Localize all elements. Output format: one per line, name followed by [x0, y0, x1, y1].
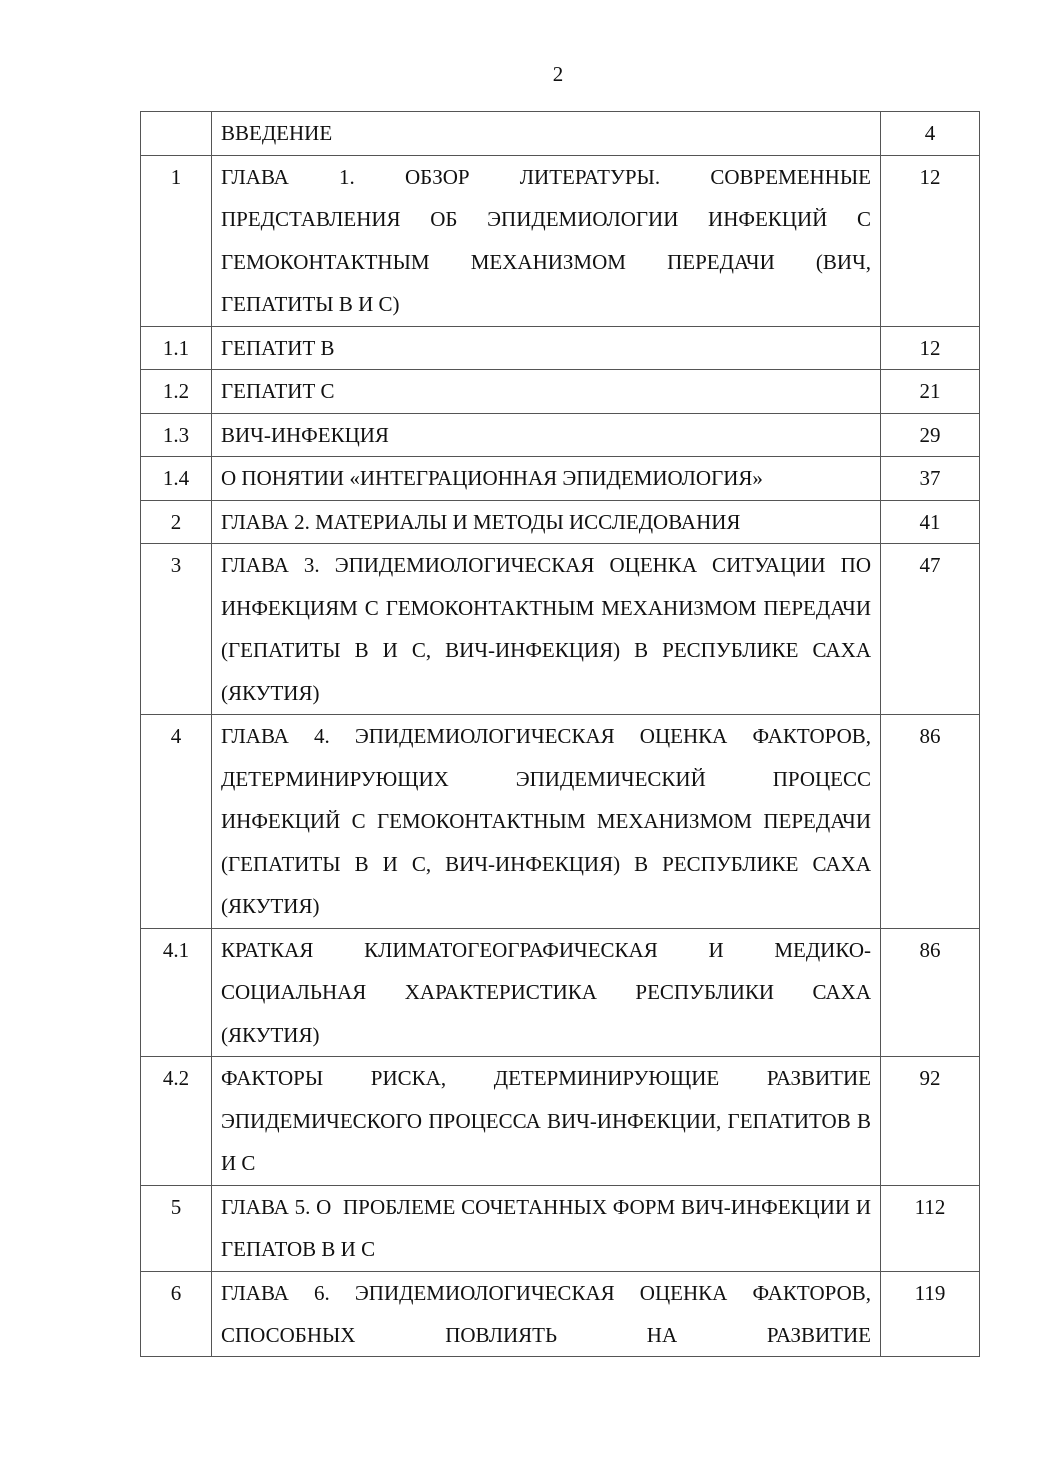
toc-row-page: 119 [881, 1271, 980, 1356]
toc-row-page: 4 [881, 112, 980, 156]
toc-row-number: 1.2 [141, 370, 212, 414]
toc-row-number: 3 [141, 544, 212, 715]
toc-row-number: 1.1 [141, 326, 212, 370]
toc-row-title: ГЕПАТИТ В [212, 326, 881, 370]
toc-row-title: ГЛАВА 3. ЭПИДЕМИОЛОГИЧЕСКАЯ ОЦЕНКА СИТУАЦИИ ПО ИНФЕКЦИЯМ С ГЕМОКОНТАКТНЫМ МЕХАНИЗМОМ ПЕРЕДАЧИ (ГЕПАТИТЫ В И С, ВИЧ-ИНФЕКЦИЯ) В РЕСПУБЛИКЕ САХА (ЯКУТИЯ) [212, 544, 881, 715]
toc-row-number: 1.3 [141, 413, 212, 457]
toc-row-title: ВИЧ-ИНФЕКЦИЯ [212, 413, 881, 457]
toc-row-chapter-4 [141, 715, 980, 929]
toc-row-number: 4.2 [141, 1057, 212, 1186]
toc-row-title [212, 1271, 881, 1356]
toc-row-title: ГЛАВА 4. ЭПИДЕМИОЛОГИЧЕСКАЯ ОЦЕНКА ФАКТОРОВ, ДЕТЕРМИНИРУЮЩИХ ЭПИДЕМИЧЕСКИЙ ПРОЦЕСС ИНФЕКЦИЙ С ГЕМОКОНТАКТНЫМ МЕХАНИЗМОМ ПЕРЕДАЧИ (ГЕПАТИТЫ В И С, ВИЧ-ИНФЕКЦИЯ) В РЕСПУБЛИКЕ САХА (ЯКУТИЯ) [212, 715, 881, 929]
toc-row-title: КРАТКАЯ КЛИМАТОГЕОГРАФИЧЕСКАЯ И МЕДИКО-СОЦИАЛЬНАЯ ХАРАКТЕРИСТИКА РЕСПУБЛИКИ САХА (ЯКУТИЯ) [212, 928, 881, 1057]
toc-row-number: 4 [141, 715, 212, 929]
toc-row-number: 2 [141, 500, 212, 544]
toc-row-page: 86 [881, 928, 980, 1057]
toc-row-title: ФАКТОРЫ РИСКА, ДЕТЕРМИНИРУЮЩИЕ РАЗВИТИЕ ЭПИДЕМИЧЕСКОГО ПРОЦЕССА ВИЧ-ИНФЕКЦИИ, ГЕПАТИТОВ В И С [212, 1057, 881, 1186]
toc-row-page: 41 [881, 500, 980, 544]
toc-row-page: 21 [881, 370, 980, 414]
toc-row-chapter-5 [141, 1185, 980, 1271]
toc-row-section-1-1 [141, 326, 980, 370]
toc-row-page: 112 [881, 1185, 980, 1271]
toc-row-page: 37 [881, 457, 980, 501]
toc-row-section-4-2 [141, 1057, 980, 1186]
toc-row-title: ГЛАВА 2. МАТЕРИАЛЫ И МЕТОДЫ ИССЛЕДОВАНИЯ [212, 500, 881, 544]
toc-row-number: 5 [141, 1185, 212, 1271]
toc-row-number: 1.4 [141, 457, 212, 501]
toc-row-page: 29 [881, 413, 980, 457]
toc-row-chapter-1 [141, 155, 980, 326]
toc-row-title: ВВЕДЕНИЕ [212, 112, 881, 156]
toc-row-title: О ПОНЯТИИ «ИНТЕГРАЦИОННАЯ ЭПИДЕМИОЛОГИЯ» [212, 457, 881, 501]
toc-row-chapter-6 [141, 1271, 980, 1356]
toc-row-number: 1 [141, 155, 212, 326]
toc-row-section-4-1 [141, 928, 980, 1057]
toc-row-page: 12 [881, 326, 980, 370]
toc-row-chapter-3 [141, 544, 980, 715]
toc-row-section-1-3 [141, 413, 980, 457]
table-of-contents [140, 111, 980, 1357]
toc-row-title: ГЕПАТИТ С [212, 370, 881, 414]
toc-row-page: 12 [881, 155, 980, 326]
toc-row-page: 47 [881, 544, 980, 715]
toc-row-chapter-2 [141, 500, 980, 544]
page-number: 2 [552, 62, 564, 86]
toc-row-title: ГЛАВА 5. О ПРОБЛЕМЕ СОЧЕТАННЫХ ФОРМ ВИЧ-ИНФЕКЦИИ И ГЕПАТОВ В И С [212, 1185, 881, 1271]
toc-row-title: ГЛАВА 1. ОБЗОР ЛИТЕРАТУРЫ. СОВРЕМЕННЫЕ ПРЕДСТАВЛЕНИЯ ОБ ЭПИДЕМИОЛОГИИ ИНФЕКЦИЙ С ГЕМОКОНТАКТНЫМ МЕХАНИЗМОМ ПЕРЕДАЧИ (ВИЧ, ГЕПАТИТЫ В И С) [212, 155, 881, 326]
toc-row-title-text: ГЛАВА 6. ЭПИДЕМИОЛОГИЧЕСКАЯ ОЦЕНКА ФАКТОРОВ, СПОСОБНЫХ ПОВЛИЯТЬ НА РАЗВИТИЕ [221, 1280, 871, 1347]
toc-row-introduction [141, 112, 980, 156]
toc-row-number: 4.1 [141, 928, 212, 1057]
toc-row-page: 92 [881, 1057, 980, 1186]
toc-row-number: 6 [141, 1271, 212, 1356]
toc-row-section-1-2 [141, 370, 980, 414]
toc-row-number [141, 112, 212, 156]
toc-row-section-1-4 [141, 457, 980, 501]
toc-row-page: 86 [881, 715, 980, 929]
